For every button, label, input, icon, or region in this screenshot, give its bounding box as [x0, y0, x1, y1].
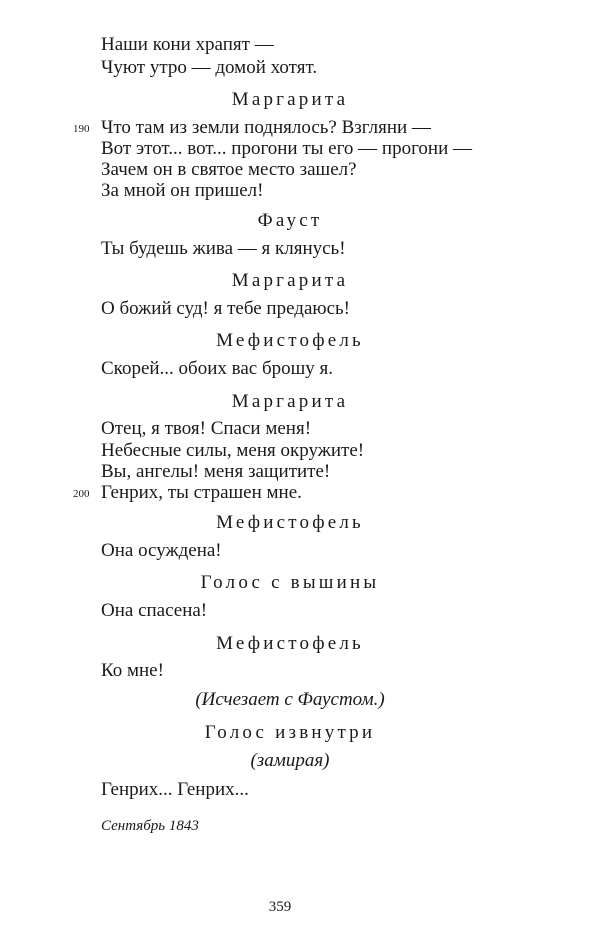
verse-line: Генрих, ты страшен мне. [101, 482, 302, 503]
verse-line: Что там из земли поднялось? Взгляни — [101, 117, 431, 138]
verse-line: Чуют утро — домой хотят. [101, 57, 318, 78]
speaker-name: Маргарита [231, 391, 349, 412]
page-number: 359 [268, 899, 292, 915]
verse-line: Вы, ангелы! меня защитите! [101, 461, 331, 482]
speaker-name: Голос извнутри [204, 722, 376, 743]
line-number: 200 [73, 488, 90, 500]
verse-line: Генрих... Генрих... [101, 779, 249, 800]
speaker-name: Мефистофель [216, 330, 364, 351]
verse-line: Она осуждена! [101, 540, 222, 561]
date-line: Сентябрь 1843 [101, 818, 199, 834]
speaker-name: Фауст [257, 210, 323, 231]
verse-line: О божий суд! я тебе предаюсь! [101, 298, 351, 319]
speaker-name: Маргарита [231, 89, 349, 110]
speaker-name: Голос с вышины [200, 572, 380, 593]
verse-line: Она спасена! [101, 600, 208, 621]
verse-line: Зачем он в святое место зашел? [101, 159, 357, 180]
verse-line: Ко мне! [101, 660, 164, 681]
stage-direction: (замирая) [250, 750, 330, 771]
verse-line: Вот этот... вот... прогони ты его — прогони — [101, 138, 472, 159]
verse-line: За мной он пришел! [101, 180, 264, 201]
verse-line: Ты будешь жива — я клянусь! [101, 238, 346, 259]
verse-line: Отец, я твоя! Спаси меня! [101, 418, 312, 439]
stage-direction: (Исчезает с Фаустом.) [195, 689, 385, 710]
speaker-name: Мефистофель [216, 633, 364, 654]
speaker-name: Мефистофель [216, 512, 364, 533]
verse-line: Скорей... обоих вас брошу я. [101, 358, 333, 379]
verse-line: Наши кони храпят — [101, 34, 274, 55]
line-number: 190 [73, 123, 90, 135]
speaker-name: Маргарита [231, 270, 349, 291]
verse-line: Небесные силы, меня окружите! [101, 440, 365, 461]
